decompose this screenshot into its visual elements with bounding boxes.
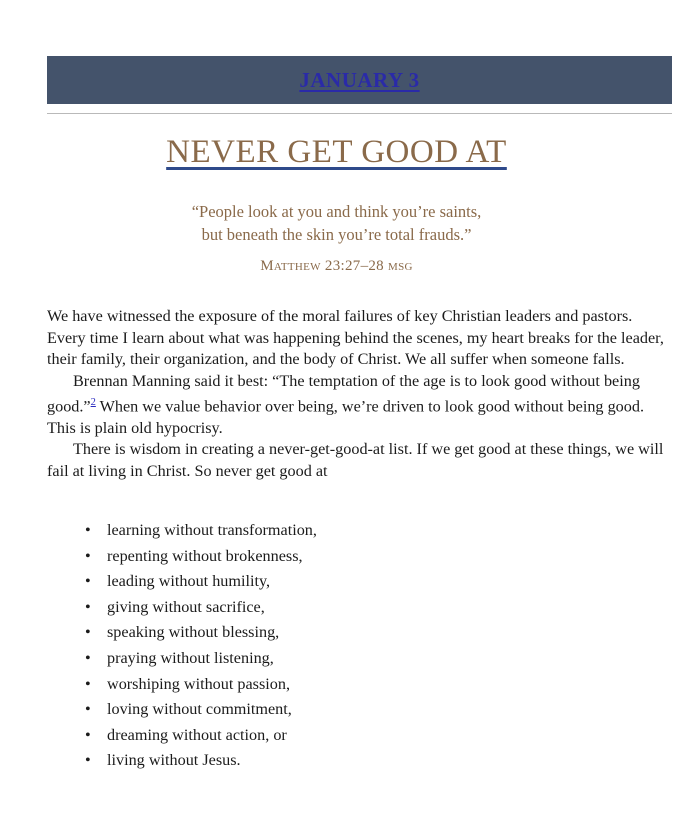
list-item <box>47 723 665 749</box>
bullet-icon: • <box>85 546 91 565</box>
bullet-icon: • <box>85 700 91 719</box>
epigraph <box>0 200 673 246</box>
bullet-icon: • <box>85 597 91 616</box>
never-get-good-at-list <box>47 518 665 774</box>
paragraph-1: We have witnessed the exposure of the moral failures of key Christian leaders and pastors. Every time I learn about what was happening behind the scenes, my heart breaks for the leader, their family, their organization, and the body of Christ. We all suffer when someone falls. <box>47 307 664 368</box>
list-item <box>47 697 665 723</box>
list-item <box>47 595 665 621</box>
list-item-label: worshiping without passion, <box>107 674 291 693</box>
footnote-link[interactable]: 2 <box>90 397 96 408</box>
header-divider <box>47 113 672 114</box>
list-item <box>47 620 665 646</box>
list-item <box>47 672 665 698</box>
bullet-icon: • <box>85 648 91 667</box>
list-item <box>47 518 665 544</box>
list-item-label: living without Jesus. <box>107 751 241 770</box>
list-item-label: loving without commitment, <box>107 700 292 719</box>
bullet-icon: • <box>85 674 91 693</box>
paragraph-3: There is wisdom in creating a never-get-good-at list. If we get good at these things, we will fail at living in Christ. So never get good at <box>47 440 664 480</box>
bullet-icon: • <box>85 572 91 591</box>
list-item <box>47 544 665 570</box>
bullet-icon: • <box>85 623 91 642</box>
list-item-label: giving without sacrifice, <box>107 597 265 616</box>
bullet-icon: • <box>85 751 91 770</box>
list-item-label: praying without listening, <box>107 648 274 667</box>
list-item-label: speaking without blessing, <box>107 623 280 642</box>
paragraph-2-part-2: When we value behavior over being, we’re driven to look good without being good. This is plain old hypocrisy. <box>47 397 644 437</box>
bullet-icon: • <box>85 521 91 539</box>
epigraph-line-2: but beneath the skin you’re total frauds.” <box>201 225 472 244</box>
list-item-label: repenting without brokenness, <box>107 546 303 565</box>
scripture-attribution: Matthew 23:27–28 msg <box>260 258 413 274</box>
page-title <box>0 134 673 171</box>
list-item <box>47 748 665 774</box>
list-item-label: leading without humility, <box>107 572 271 591</box>
date-banner-label: JANUARY 3 <box>299 67 420 92</box>
date-banner <box>47 56 672 104</box>
list-item-label: learning without transformation, <box>107 521 317 539</box>
bullet-icon: • <box>85 725 91 744</box>
page-title-text: NEVER GET GOOD AT <box>166 134 507 170</box>
body-text <box>47 306 665 482</box>
epigraph-line-1: “People look at you and think you’re saints, <box>191 202 482 221</box>
paragraph-2 <box>47 371 665 440</box>
list-item <box>47 569 665 595</box>
paragraph-2-part-1: Brennan Manning said it best: “The temptation of the age is to look good without being good.” <box>47 371 640 416</box>
list-item <box>47 646 665 672</box>
list-item-label: dreaming without action, or <box>107 725 287 744</box>
